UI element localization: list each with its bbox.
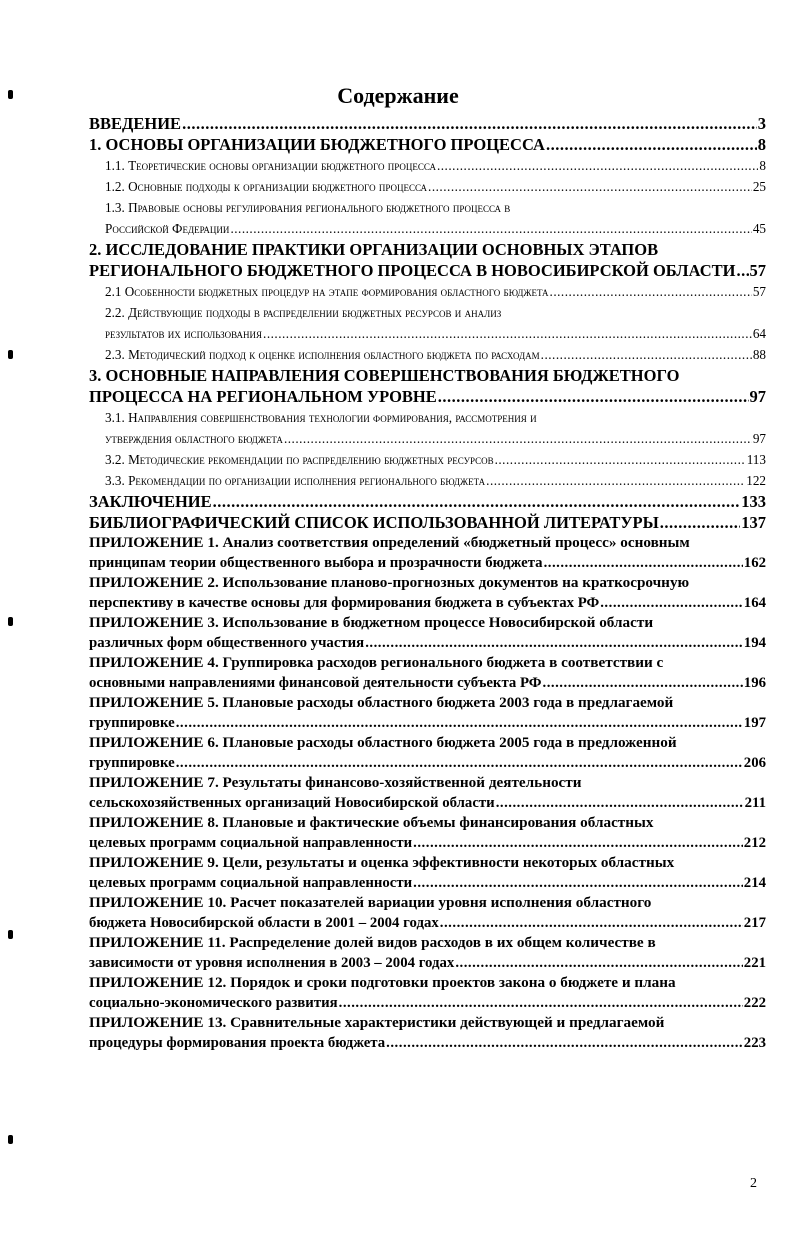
toc-page-number: 196 xyxy=(743,675,766,691)
toc-page-number: 214 xyxy=(743,875,766,891)
toc-entry-title xyxy=(89,613,653,633)
scan-mark xyxy=(8,350,13,359)
toc-page-number: 45 xyxy=(752,221,766,236)
toc-entry[interactable] xyxy=(89,197,766,218)
toc-entry[interactable] xyxy=(89,973,766,993)
toc-entry-title xyxy=(89,533,690,553)
toc-entry-title xyxy=(105,218,229,239)
toc-entry-title xyxy=(89,813,653,833)
toc-entry[interactable] xyxy=(89,553,766,573)
page-number: 2 xyxy=(750,1176,757,1191)
toc-entry[interactable] xyxy=(89,281,766,302)
leader-dots xyxy=(550,281,752,302)
leader-dots xyxy=(438,386,749,407)
toc-entry-title xyxy=(89,693,673,713)
toc-entry[interactable] xyxy=(89,913,766,933)
toc-entry-title xyxy=(105,323,262,344)
toc-entry[interactable] xyxy=(89,693,766,713)
toc-page-number: 57 xyxy=(752,284,766,299)
toc-entry-text: группировке xyxy=(89,755,175,771)
toc-entry-title xyxy=(89,673,542,693)
toc-entry-text: социально-экономического развития xyxy=(89,995,338,1011)
appendix-label: ПРИЛОЖЕНИЕ 3. xyxy=(89,614,219,631)
toc-entry-text: 1.1. Теоретические основы организации бюджетного процесса xyxy=(105,158,436,173)
toc-entry-text: ВВЕДЕНИЕ xyxy=(89,114,182,133)
leader-dots xyxy=(660,512,740,533)
scan-mark xyxy=(8,930,13,939)
toc-entry[interactable] xyxy=(89,365,766,386)
toc-entry-title xyxy=(89,713,175,733)
toc-entry-text: ПРОЦЕССА НА РЕГИОНАЛЬНОМ УРОВНЕ xyxy=(89,387,437,406)
toc-page-number: 221 xyxy=(743,955,766,971)
toc-entry-text: 3.3. Рекомендации по организации исполнения регионального бюджета xyxy=(105,473,486,488)
toc-entry[interactable] xyxy=(89,113,766,134)
toc-entry-title xyxy=(89,893,651,913)
toc-page-number: 88 xyxy=(752,347,766,362)
toc-entry[interactable] xyxy=(89,813,766,833)
toc-entry-text: Плановые и фактические объемы финансирования областных xyxy=(222,814,654,831)
toc-entry-title xyxy=(89,993,338,1013)
toc-entry-title xyxy=(89,512,659,533)
toc-entry-text: 2.1 Особенности бюджетных процедур на этапе формирования областного бюджета xyxy=(105,284,549,299)
leader-dots xyxy=(541,344,752,365)
toc-entry-text: 3.1. Направления совершенствования технологии формирования, рассмотрения и xyxy=(105,410,537,425)
appendix-label: ПРИЛОЖЕНИЕ 11. xyxy=(89,934,226,951)
leader-dots xyxy=(600,593,743,613)
toc-page-number: 223 xyxy=(743,1035,766,1051)
toc-entry-title xyxy=(89,593,599,613)
toc-page-number: 97 xyxy=(752,431,766,446)
toc-entry-title xyxy=(105,155,436,176)
toc-entry-text: Порядок и сроки подготовки проектов закона о бюджете и плана xyxy=(230,974,676,991)
toc-entry[interactable] xyxy=(89,753,766,773)
toc-page-number: 97 xyxy=(749,387,766,406)
toc-entry[interactable] xyxy=(89,1033,766,1053)
appendix-label: ПРИЛОЖЕНИЕ 10. xyxy=(89,894,227,911)
toc-entry-title xyxy=(89,134,545,155)
leader-dots xyxy=(365,633,743,653)
toc-entry[interactable] xyxy=(89,176,766,197)
toc-entry-text: Распределение долей видов расходов в их общем количестве в xyxy=(229,934,656,951)
toc-page-number: 194 xyxy=(743,635,766,651)
toc-entry-text: принципам теории общественного выбора и прозрачности бюджета xyxy=(89,555,543,571)
toc-entry[interactable] xyxy=(89,593,766,613)
appendix-label: ПРИЛОЖЕНИЕ 4. xyxy=(89,654,219,671)
leader-dots xyxy=(339,993,743,1013)
toc-entry-text: результатов их использования xyxy=(105,326,263,341)
toc-entry-title xyxy=(105,470,485,491)
toc-entry-text: утверждения областного бюджета xyxy=(105,431,283,446)
toc-entry[interactable] xyxy=(89,573,766,593)
toc-entry-title xyxy=(89,491,212,512)
toc-entry-title xyxy=(105,197,510,218)
leader-dots xyxy=(544,553,743,573)
toc-entry[interactable] xyxy=(89,1013,766,1033)
toc-page-number: 8 xyxy=(759,158,766,173)
leader-dots xyxy=(440,913,743,933)
toc-entry-title xyxy=(89,913,439,933)
toc-entry[interactable] xyxy=(89,933,766,953)
leader-dots xyxy=(437,155,758,176)
appendix-label: ПРИЛОЖЕНИЕ 5. xyxy=(89,694,219,711)
toc-page-number: 57 xyxy=(749,261,766,280)
toc-entry-title xyxy=(89,113,181,134)
toc-entry[interactable] xyxy=(89,470,766,491)
toc-entry-title xyxy=(89,365,679,386)
toc-entry-title xyxy=(89,953,454,973)
toc-entry-title xyxy=(105,176,427,197)
leader-dots xyxy=(428,176,752,197)
toc-page-number: 212 xyxy=(743,835,766,851)
toc-entry-text: 2.2. Действующие подходы в распределении бюджетных ресурсов и анализ xyxy=(105,305,502,320)
toc-entry[interactable] xyxy=(89,673,766,693)
toc-entry[interactable] xyxy=(89,302,766,323)
toc-entry-title xyxy=(105,407,537,428)
toc-entry-text: Плановые расходы областного бюджета 2005 года в предложенной xyxy=(222,734,677,751)
toc-entry-text: Сравнительные характеристики действующей и предлагаемой xyxy=(230,1014,665,1031)
toc-entry[interactable] xyxy=(89,773,766,793)
toc-entry-title xyxy=(89,1013,664,1033)
toc-entry-text: Анализ соответствия определений «бюджетный процесс» основным xyxy=(222,534,690,551)
toc-entry-text: Использование в бюджетном процессе Новосибирской области xyxy=(222,614,654,631)
toc-page-number: 25 xyxy=(752,179,766,194)
appendix-label: ПРИЛОЖЕНИЕ 2. xyxy=(89,574,219,591)
toc-entry[interactable] xyxy=(89,833,766,853)
appendix-label: ПРИЛОЖЕНИЕ 6. xyxy=(89,734,219,751)
toc-entry-title xyxy=(105,302,501,323)
toc-entry-text: процедуры формирования проекта бюджета xyxy=(89,1035,386,1051)
toc-page-number: 133 xyxy=(741,492,766,511)
toc-entry-text: Использование планово-прогнозных документов на краткосрочную xyxy=(222,574,690,591)
leader-dots xyxy=(495,449,746,470)
toc-entry-text: Результаты финансово-хозяйственной деятельности xyxy=(222,774,582,791)
toc-entry-text: зависимости от уровня исполнения в 2003 – 2004 годах xyxy=(89,955,455,971)
toc-entry-title xyxy=(89,239,658,260)
appendix-label: ПРИЛОЖЕНИЕ 7. xyxy=(89,774,219,791)
toc-entry-title xyxy=(89,553,543,573)
toc-entry-text: 1. ОСНОВЫ ОРГАНИЗАЦИИ БЮДЖЕТНОГО ПРОЦЕССА xyxy=(89,135,545,154)
toc-entry-title xyxy=(105,449,494,470)
leader-dots xyxy=(413,873,743,893)
toc-entry[interactable] xyxy=(89,155,766,176)
toc-entry-text: БИБЛИОГРАФИЧЕСКИЙ СПИСОК ИСПОЛЬЗОВАННОЙ ЛИТЕРАТУРЫ xyxy=(89,513,659,532)
leader-dots xyxy=(213,491,741,512)
appendix-label: ПРИЛОЖЕНИЕ 9. xyxy=(89,854,219,871)
toc-entry-title xyxy=(89,793,495,813)
toc-entry-title xyxy=(105,428,283,449)
toc-entry-title xyxy=(89,933,656,953)
toc-page-number: 217 xyxy=(743,915,766,931)
toc-entry[interactable] xyxy=(89,407,766,428)
toc-entry-title xyxy=(89,260,735,281)
scan-mark xyxy=(8,1135,13,1144)
toc-entry[interactable] xyxy=(89,653,766,673)
leader-dots xyxy=(543,673,743,693)
toc-entry-title xyxy=(89,573,689,593)
toc-entry[interactable] xyxy=(89,993,766,1013)
leader-dots xyxy=(176,753,743,773)
toc-entry-text: основными направлениями финансовой деятельности субъекта РФ xyxy=(89,675,542,691)
toc-entry-title xyxy=(89,973,676,993)
toc-page-number: 206 xyxy=(743,755,766,771)
toc-page-number: 137 xyxy=(741,513,766,532)
toc-page-number: 3 xyxy=(757,114,766,133)
toc-page-number: 211 xyxy=(744,795,766,811)
toc-entry-text: Цели, результаты и оценка эффективности некоторых областных xyxy=(222,854,675,871)
toc-entry[interactable] xyxy=(89,344,766,365)
toc-entry[interactable] xyxy=(89,953,766,973)
toc-entry-text: целевых программ социальной направленности xyxy=(89,875,413,891)
toc-page-number: 197 xyxy=(743,715,766,731)
toc-entry-text: Российской Федерации xyxy=(105,221,230,236)
toc-entry-text: РЕГИОНАЛЬНОГО БЮДЖЕТНОГО ПРОЦЕССА В НОВОСИБИРСКОЙ ОБЛАСТИ xyxy=(89,261,736,280)
toc-entry-title xyxy=(105,281,549,302)
toc-entry-text: 1.2. Основные подходы к организации бюджетного процесса xyxy=(105,179,428,194)
toc-entry-text: Группировка расходов регионального бюджета в соответствии с xyxy=(222,654,664,671)
toc-entry[interactable] xyxy=(89,260,766,281)
toc-entry[interactable] xyxy=(89,613,766,633)
leader-dots xyxy=(546,134,757,155)
toc-page-number: 113 xyxy=(746,452,766,467)
toc-entry[interactable] xyxy=(89,713,766,733)
toc-page-number: 122 xyxy=(746,473,766,488)
toc-entry[interactable] xyxy=(89,893,766,913)
toc-page-number: 64 xyxy=(752,326,766,341)
toc-entry[interactable] xyxy=(89,533,766,553)
toc-entry[interactable] xyxy=(89,449,766,470)
toc-entry[interactable] xyxy=(89,491,766,512)
toc-entry-text: 2.3. Методический подход к оценке исполнения областного бюджета по расходам xyxy=(105,347,540,362)
toc-entry[interactable] xyxy=(89,386,766,407)
toc-entry-text: 3.2. Методические рекомендации по распределению бюджетных ресурсов xyxy=(105,452,494,467)
toc-entry-title xyxy=(89,1033,385,1053)
page-title: Содержание xyxy=(337,83,459,108)
toc-entry[interactable] xyxy=(89,428,766,449)
toc-entry-text: Расчет показателей вариации уровня исполнения областного xyxy=(230,894,652,911)
toc-entry[interactable] xyxy=(89,853,766,873)
leader-dots xyxy=(284,428,752,449)
appendix-label: ПРИЛОЖЕНИЕ 1. xyxy=(89,534,219,551)
scan-mark xyxy=(8,617,13,626)
appendix-label: ПРИЛОЖЕНИЕ 8. xyxy=(89,814,219,831)
leader-dots xyxy=(486,470,745,491)
leader-dots xyxy=(736,260,748,281)
leader-dots xyxy=(176,713,743,733)
toc-entry[interactable] xyxy=(89,733,766,753)
toc-entry-text: перспективу в качестве основы для формирования бюджета в субъектах РФ xyxy=(89,595,600,611)
toc-entry-title xyxy=(89,386,437,407)
leader-dots xyxy=(496,793,744,813)
leader-dots xyxy=(455,953,742,973)
table-of-contents xyxy=(89,113,766,1053)
leader-dots xyxy=(230,218,751,239)
toc-entry-title xyxy=(89,633,364,653)
toc-entry[interactable] xyxy=(89,793,766,813)
toc-entry-title xyxy=(89,853,674,873)
toc-entry-text: бюджета Новосибирской области в 2001 – 2004 годах xyxy=(89,915,439,931)
toc-entry-text: группировке xyxy=(89,715,175,731)
toc-entry-title xyxy=(89,733,677,753)
leader-dots xyxy=(263,323,752,344)
toc-entry-text: целевых программ социальной направленности xyxy=(89,835,413,851)
toc-entry-title xyxy=(89,653,663,673)
toc-entry-title xyxy=(89,753,175,773)
toc-entry[interactable] xyxy=(89,134,766,155)
toc-entry-title xyxy=(89,873,412,893)
leader-dots xyxy=(386,1033,743,1053)
toc-entry[interactable] xyxy=(89,218,766,239)
toc-entry[interactable] xyxy=(89,873,766,893)
toc-page-number: 164 xyxy=(743,595,766,611)
toc-entry[interactable] xyxy=(89,633,766,653)
appendix-label: ПРИЛОЖЕНИЕ 13. xyxy=(89,1014,227,1031)
toc-entry-title xyxy=(105,344,540,365)
toc-entry-title xyxy=(89,773,582,793)
toc-entry[interactable] xyxy=(89,512,766,533)
toc-entry-text: 1.3. Правовые основы регулирования регионального бюджетного процесса в xyxy=(105,200,511,215)
toc-entry-text: ЗАКЛЮЧЕНИЕ xyxy=(89,492,212,511)
toc-entry-text: 2. ИССЛЕДОВАНИЕ ПРАКТИКИ ОРГАНИЗАЦИИ ОСНОВНЫХ ЭТАПОВ xyxy=(89,240,659,259)
toc-page-number: 8 xyxy=(757,135,766,154)
toc-entry-title xyxy=(89,833,412,853)
toc-entry-text: 3. ОСНОВНЫЕ НАПРАВЛЕНИЯ СОВЕРШЕНСТВОВАНИЯ БЮДЖЕТНОГО xyxy=(89,366,680,385)
toc-entry[interactable] xyxy=(89,239,766,260)
toc-page-number: 162 xyxy=(743,555,766,571)
leader-dots xyxy=(182,113,757,134)
toc-entry-text: Плановые расходы областного бюджета 2003 года в предлагаемой xyxy=(222,694,674,711)
leader-dots xyxy=(413,833,743,853)
toc-entry[interactable] xyxy=(89,323,766,344)
toc-entry-text: сельскохозяйственных организаций Новосибирской области xyxy=(89,795,495,811)
toc-entry-text: различных форм общественного участия xyxy=(89,635,365,651)
appendix-label: ПРИЛОЖЕНИЕ 12. xyxy=(89,974,227,991)
toc-page-number: 222 xyxy=(743,995,766,1011)
